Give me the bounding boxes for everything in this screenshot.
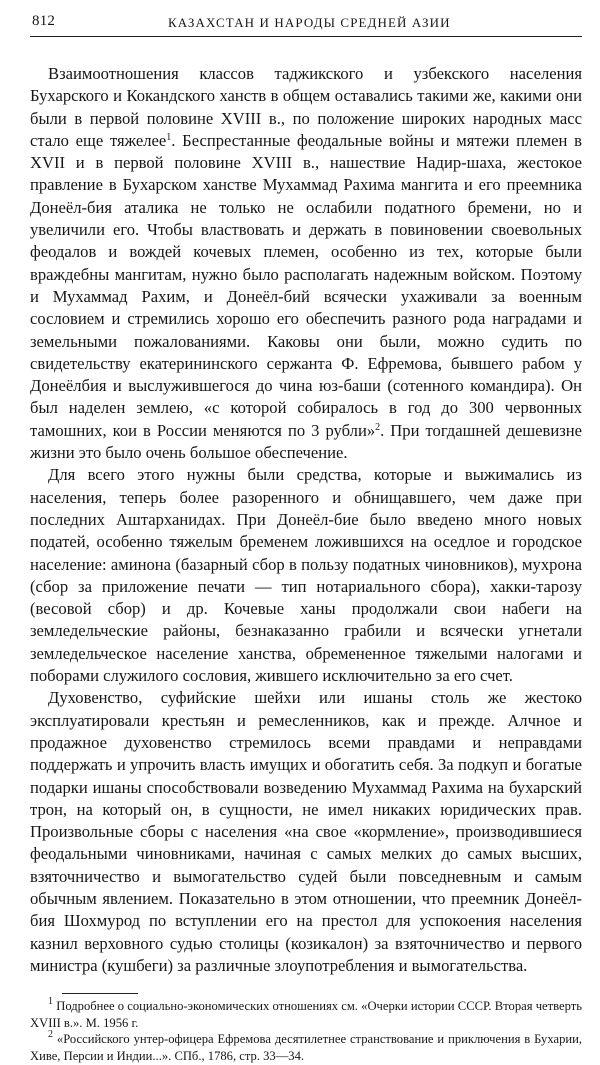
paragraph-3: Духовенство, суфийские шейхи или ишаны столь же жестоко эксплуатировали крестьян и ремесленников, как и прежде. Алчное и продажное духовенство стремилось всеми правдами и неправдами поддержать и упрочить власть имущих и обогатить себя. За подкуп и богатые подарки ишаны способствовали возведению Мухаммад Рахима на бухарский трон, на который он, в сущности, не имел никаких юридических прав. Произвольные сборы с населения «на свое «кормление», производившиеся феодальными чиновниками, начиная с самых мелких до самых высших, взяточничество и вымогательство судей были повседневным и самым обычным явлением. Показательно в этом отношении, что преемник Донеёл-бия Шохмурод по вступлении его на престол для успокоения населения казнил верховного судью столицы (козикалон) за взяточничество и первого министра (кушбеги) за различные злоупотребления и вымогательства. (30, 688, 582, 975)
paragraph-1-text-end: . При тогдашней дешевизне жизни это было очень большое обеспечение. (30, 420, 583, 463)
footnote-ref-2: 2 (375, 421, 381, 433)
footnote-marker: 1 (48, 996, 53, 1008)
paragraph-1 (30, 63, 582, 464)
footnote-2 (30, 1031, 582, 1064)
main-text (30, 63, 582, 977)
footnote-ref-1: 1 (166, 131, 172, 143)
paragraph-1-text-continued: . Беспрестанные феодальные войны и мятежи племен в XVII и в первой половине XVIII в., нашествие Надир-шаха, жестокое правление в Бухарском ханстве Мухаммад Рахима мангита и его преемника Донеёл-бия аталика не только не ослабили податного бремени, но и увеличили его. Чтобы властвовать и держать в повиновении своевольных феодалов и вождей кочевых племен, особенно из тех, которые были враждебны мангитам, нужно было располагать надежным войском. Поэтому и Мухаммад Рахим, и Донеёл-бий всячески ухаживали за военным сословием и стремились хорошо его обеспечить разного рода наградами и земельными пожалованиями. Каковы они были, можно судить по свидетельству екатерининского сержанта Ф. Ефремова, бывшего рабом у Донеёлбия и выслужившегося до чина юз-баши (сотенного командира). Он был наделен землею, «с которой собиралось в год до 300 червонных тамошних, кои в России меняются по 3 рубли» (30, 130, 583, 440)
running-head-title: КАЗАХСТАН И НАРОДЫ СРЕДНЕЙ АЗИИ (168, 15, 451, 30)
running-head (30, 10, 582, 37)
footnote-text: Подробнее о социально-экономических отношениях см. «Очерки истории СССР. Вторая четверть XVIII в.». М. 1956 г. (30, 999, 582, 1030)
footnote-marker: 2 (48, 1029, 53, 1041)
book-page (30, 10, 582, 1065)
footnote-divider (62, 993, 138, 994)
paragraph-2: Для всего этого нужны были средства, которые и выжимались из населения, теперь более разоренного и обнищавшего, чем даже при последних Аштарханидах. При Донеёл-бие было введено много новых податей, особенно тяжелым бременем ложившихся на оседлое и городское население: аминона (базарный сбор в пользу податных чиновников), мухрона (сбор за приложение печати — тип нотариального сбора), хакки-тарозу (весовой сбор) и др. Кочевые ханы продолжали свои набеги на земледельческие районы, безнаказанно грабили и всячески угнетали земледельческое население ханства, обремененное тяжелыми налогами и поборами служилого сословия, жившего исключительно за его счет. (30, 465, 582, 686)
footnote-text: «Российского унтер-офицера Ефремова десятилетнее странствование и приключения в Бухарии, Хиве, Персии и Индии...». СПб., 1786, стр. 33—34. (30, 1032, 583, 1063)
paragraph-1-text: Взаимоотношения классов таджикского и узбекского населения Бухарского и Кокандского ханств в общем оставались такими же, какими они были в первой половине XVIII в., по положение широких народных масс стало еще тяжелее (30, 64, 582, 150)
page-number: 812 (32, 13, 56, 29)
footnotes (30, 998, 582, 1064)
footnote-1 (30, 998, 582, 1031)
